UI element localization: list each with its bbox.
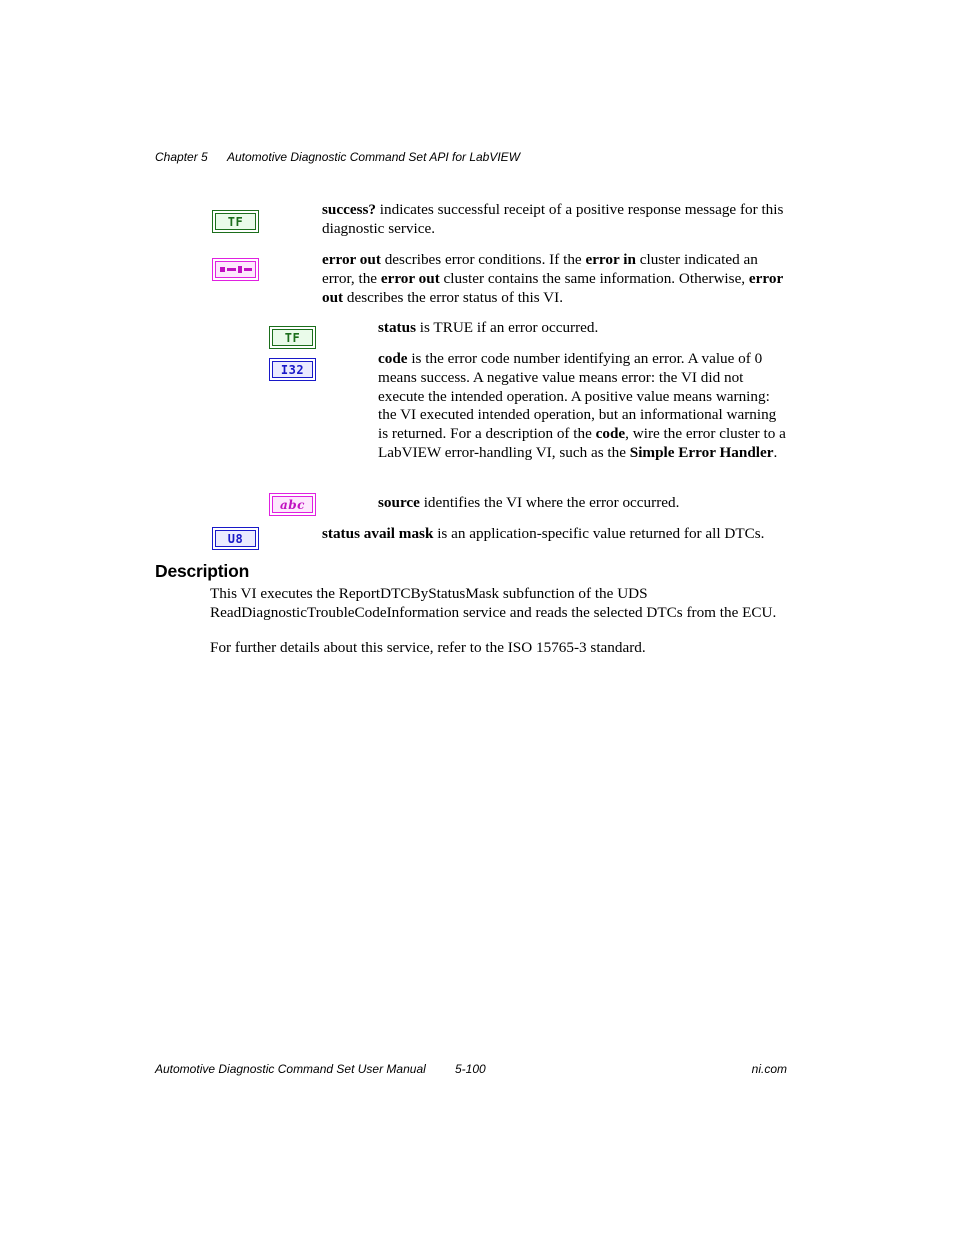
param-name: success? xyxy=(322,201,376,218)
i32-terminal-icon: I32 xyxy=(269,358,316,381)
page-header xyxy=(155,150,521,164)
description-paragraph: This VI executes the ReportDTCByStatusMask subfunction of the UDS ReadDiagnosticTroubleCodeInformation service and reads the selected DTCs from the ECU. xyxy=(210,585,777,621)
u8-terminal-icon: U8 xyxy=(212,527,259,550)
section-title: Description xyxy=(155,561,250,581)
page-number: 5-100 xyxy=(455,1062,486,1076)
site-link: ni.com xyxy=(751,1062,787,1076)
param-status: status is TRUE if an error occurred. xyxy=(378,319,599,336)
param-error-out: error out describes error conditions. If the error in cluster indicated an error, the error out cluster contains the same information. Otherwise, error out describes the error status of this VI. xyxy=(322,251,783,306)
param-success xyxy=(322,201,790,239)
boolean-terminal-icon: TF xyxy=(212,210,259,233)
param-source: source identifies the VI where the error occurred. xyxy=(378,494,680,511)
page-footer xyxy=(155,1062,787,1076)
cluster-glyph-icon xyxy=(220,266,252,273)
string-terminal-icon: abc xyxy=(269,493,316,516)
description-paragraph: For further details about this service, refer to the ISO 15765-3 standard. xyxy=(210,639,646,656)
param-desc: indicates successful receipt of a positive response message for this diagnostic service. xyxy=(322,201,784,237)
boolean-terminal-icon: TF xyxy=(269,326,316,349)
param-code: code is the error code number identifying an error. A value of 0 means success. A negative value means error: the VI did not execute the intended operation. A positive value means warning: the VI executed intended operation, but an informational warning is returned. For a description of the code, wire the error cluster to a LabVIEW error-handling VI, such as the Simple Error Handler. xyxy=(378,350,786,461)
error-cluster-icon xyxy=(212,258,259,281)
manual-title: Automotive Diagnostic Command Set User Manual xyxy=(155,1062,426,1076)
chapter-title: Automotive Diagnostic Command Set API for LabVIEW xyxy=(227,150,521,164)
param-status-avail-mask: status avail mask is an application-specific value returned for all DTCs. xyxy=(322,525,765,542)
chapter-label: Chapter 5 xyxy=(155,150,208,164)
